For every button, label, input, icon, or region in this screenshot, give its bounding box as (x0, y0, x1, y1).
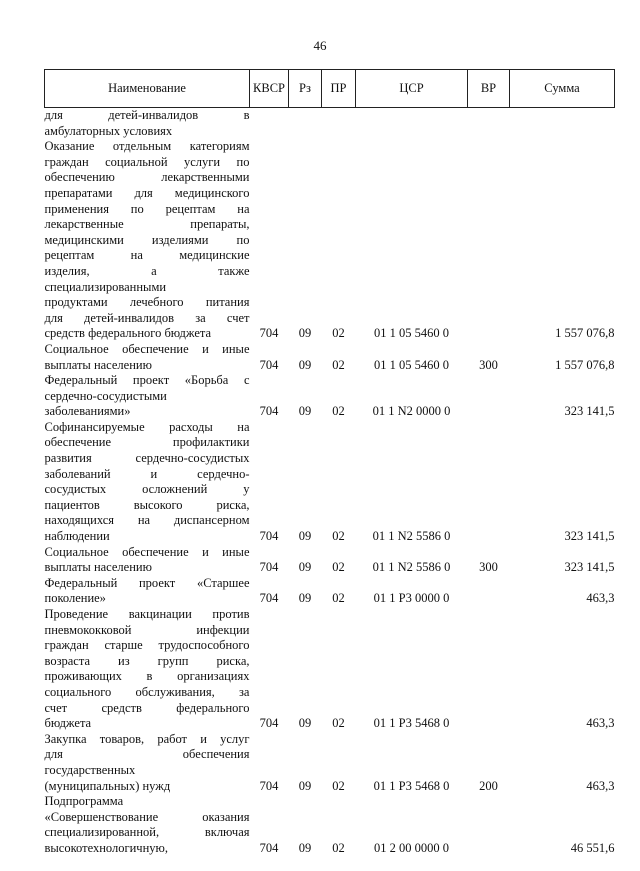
table-row (45, 420, 615, 545)
page-number: 46 (313, 38, 327, 53)
row-name-line: специализированными (44, 279, 167, 294)
table-row (45, 139, 615, 342)
row-name-line: рецептам на медицинские (44, 248, 250, 263)
table-row (45, 607, 615, 732)
row-csr-cell: 01 1 P3 0000 0 (373, 591, 450, 606)
budget-table (44, 69, 615, 857)
row-vr-cell (468, 373, 510, 420)
column-header-name: Наименование (45, 70, 250, 108)
row-sum-cell: 46 551,6 (570, 840, 615, 855)
row-name-line: препаратами для медицинского (44, 185, 250, 200)
row-kvsr-cell: 704 (259, 560, 279, 575)
row-name-line: обеспечение профилактики (44, 435, 250, 450)
row-csr-cell: 01 1 N2 0000 0 (372, 404, 451, 419)
row-vr-cell (468, 108, 510, 140)
row-name-cell (45, 607, 250, 732)
table-header-row (45, 70, 615, 108)
column-header-csr: ЦСР (356, 70, 468, 108)
row-name-line: сердечно-сосудистыми (44, 388, 167, 403)
column-header-rz: Рз (289, 70, 322, 108)
row-name-line: высокотехнологичную, (44, 840, 168, 855)
row-name-line: для детей-инвалидов за счет (44, 310, 250, 325)
row-vr-cell (468, 607, 510, 732)
column-header-kvsr: КВСР (250, 70, 289, 108)
row-rz-cell: 09 (298, 404, 312, 419)
row-name-line: граждан социальной услуги по (44, 154, 250, 169)
row-csr-cell: 01 1 P3 5468 0 (373, 778, 450, 793)
row-kvsr-cell (250, 108, 289, 140)
row-vr-cell (468, 420, 510, 545)
row-name-line: Федеральный проект «Борьба с (44, 373, 250, 388)
row-sum-cell: 463,3 (586, 716, 615, 731)
row-pr-cell: 02 (332, 357, 345, 372)
table-row (45, 373, 615, 420)
row-name-line: сосудистых осложнений у (44, 482, 250, 497)
row-csr-cell: 01 1 N2 5586 0 (372, 529, 451, 544)
row-name-line: Оказание отдельным категориям (44, 139, 250, 154)
row-name-line: Проведение вакцинации против (44, 607, 250, 621)
row-name-line: (муниципальных) нужд (44, 778, 171, 793)
row-csr-cell: 01 1 05 5460 0 (374, 326, 449, 341)
row-kvsr-cell: 704 (259, 404, 279, 419)
row-name-line: амбулаторных условиях (44, 123, 173, 138)
row-vr-cell: 300 (479, 560, 498, 575)
row-name-line: Подпрограмма (44, 794, 124, 809)
row-name-line: средств федерального бюджета (44, 326, 212, 341)
row-name-cell (45, 342, 250, 373)
row-name-line: Социальное обеспечение и иные (44, 341, 250, 356)
row-rz-cell: 09 (298, 326, 312, 341)
row-csr-cell: 01 2 00 0000 0 (374, 840, 449, 855)
column-header-vr: ВР (468, 70, 510, 108)
row-vr-cell: 300 (479, 357, 498, 372)
row-name-line: Закупка товаров, работ и услуг (44, 731, 250, 746)
row-rz-cell: 09 (298, 778, 312, 793)
row-name-line: выплаты населению (44, 560, 152, 575)
row-kvsr-cell: 704 (259, 778, 279, 793)
table-row (45, 576, 615, 607)
row-name-line: обеспечению лекарственными (44, 170, 250, 185)
row-sum-cell: 323 141,5 (564, 560, 615, 575)
row-sum-cell: 1 557 076,8 (555, 326, 615, 341)
row-name-cell (45, 420, 250, 545)
row-pr-cell: 02 (332, 529, 345, 544)
row-sum-cell: 1 557 076,8 (555, 357, 615, 372)
row-name-line: развития сердечно-сосудистых (44, 451, 250, 466)
row-name-line: государственных (44, 762, 136, 777)
row-vr-cell (468, 139, 510, 342)
row-sum-cell: 323 141,5 (564, 529, 615, 544)
row-csr-cell: 01 1 P3 5468 0 (373, 716, 450, 731)
row-name-cell (45, 732, 250, 794)
table-body (45, 108, 615, 857)
row-pr-cell (322, 108, 356, 140)
row-kvsr-cell: 704 (259, 529, 279, 544)
row-pr-cell: 02 (332, 840, 345, 855)
row-name-cell (45, 108, 250, 140)
table-row (45, 108, 615, 140)
row-rz-cell: 09 (298, 591, 312, 606)
table-row (45, 732, 615, 794)
row-rz-cell (289, 108, 322, 140)
row-name-line: проживающих в организациях (44, 669, 250, 684)
row-pr-cell: 02 (332, 778, 345, 793)
row-name-line: бюджета (44, 716, 92, 731)
row-name-line: медицинскими изделиями по (44, 232, 250, 247)
row-name-line: социального обслуживания, за (44, 684, 250, 699)
row-rz-cell: 09 (298, 840, 312, 855)
row-csr-cell: 01 1 N2 5586 0 (372, 560, 451, 575)
table-row (45, 545, 615, 576)
row-name-line: счет средств федерального (44, 700, 250, 715)
row-pr-cell: 02 (332, 591, 345, 606)
row-name-line: лекарственные препараты, (44, 217, 250, 232)
row-sum-cell: 463,3 (586, 591, 615, 606)
row-name-line: Федеральный проект «Старшее (44, 575, 250, 590)
row-name-line: пневмококковой инфекции (44, 622, 250, 637)
table-row (45, 794, 615, 856)
row-pr-cell: 02 (332, 716, 345, 731)
row-name-line: для обеспечения (44, 747, 250, 762)
row-kvsr-cell: 704 (259, 840, 279, 855)
row-name-line: выплаты населению (44, 357, 152, 372)
row-pr-cell: 02 (332, 560, 345, 575)
row-csr-cell (356, 108, 468, 140)
row-name-line: заболеваниями» (44, 404, 131, 419)
row-vr-cell: 200 (479, 778, 498, 793)
row-kvsr-cell: 704 (259, 591, 279, 606)
row-name-line: наблюдении (44, 529, 110, 544)
row-name-line: возраста из групп риска, (44, 653, 250, 668)
row-name-line: специализированной, включая (44, 825, 250, 840)
row-rz-cell: 09 (298, 716, 312, 731)
row-sum-cell (510, 108, 615, 140)
row-name-line: граждан старше трудоспособного (44, 638, 250, 653)
row-name-cell (45, 794, 250, 856)
row-pr-cell: 02 (332, 326, 345, 341)
row-name-cell (45, 139, 250, 342)
row-name-line: пациентов высокого риска, (44, 497, 250, 512)
row-vr-cell (468, 794, 510, 856)
row-sum-cell: 323 141,5 (564, 404, 615, 419)
row-kvsr-cell: 704 (259, 357, 279, 372)
row-name-line: Софинансируемые расходы на (44, 419, 250, 434)
row-name-line: применения по рецептам на (44, 201, 250, 216)
row-rz-cell: 09 (298, 357, 312, 372)
row-rz-cell: 09 (298, 529, 312, 544)
row-kvsr-cell: 704 (259, 716, 279, 731)
row-pr-cell: 02 (332, 404, 345, 419)
row-csr-cell: 01 1 05 5460 0 (374, 357, 449, 372)
table-row (45, 342, 615, 373)
column-header-sum: Сумма (510, 70, 615, 108)
row-sum-cell: 463,3 (586, 778, 615, 793)
row-kvsr-cell: 704 (259, 326, 279, 341)
row-name-line: продуктами лечебного питания (44, 295, 250, 310)
row-name-line: Социальное обеспечение и иные (44, 544, 250, 559)
row-name-line: изделия, а также (44, 263, 250, 278)
column-header-pr: ПР (322, 70, 356, 108)
row-name-line: находящихся на диспансерном (44, 513, 250, 528)
row-rz-cell: 09 (298, 560, 312, 575)
row-name-line: поколение» (44, 591, 106, 606)
row-name-line: «Совершенствование оказания (44, 809, 250, 824)
row-vr-cell (468, 576, 510, 607)
row-name-cell (45, 373, 250, 420)
row-name-cell (45, 576, 250, 607)
row-name-line: заболеваний и сердечно- (44, 466, 250, 481)
row-name-cell (45, 545, 250, 576)
row-name-line: для детей-инвалидов в (44, 108, 250, 122)
